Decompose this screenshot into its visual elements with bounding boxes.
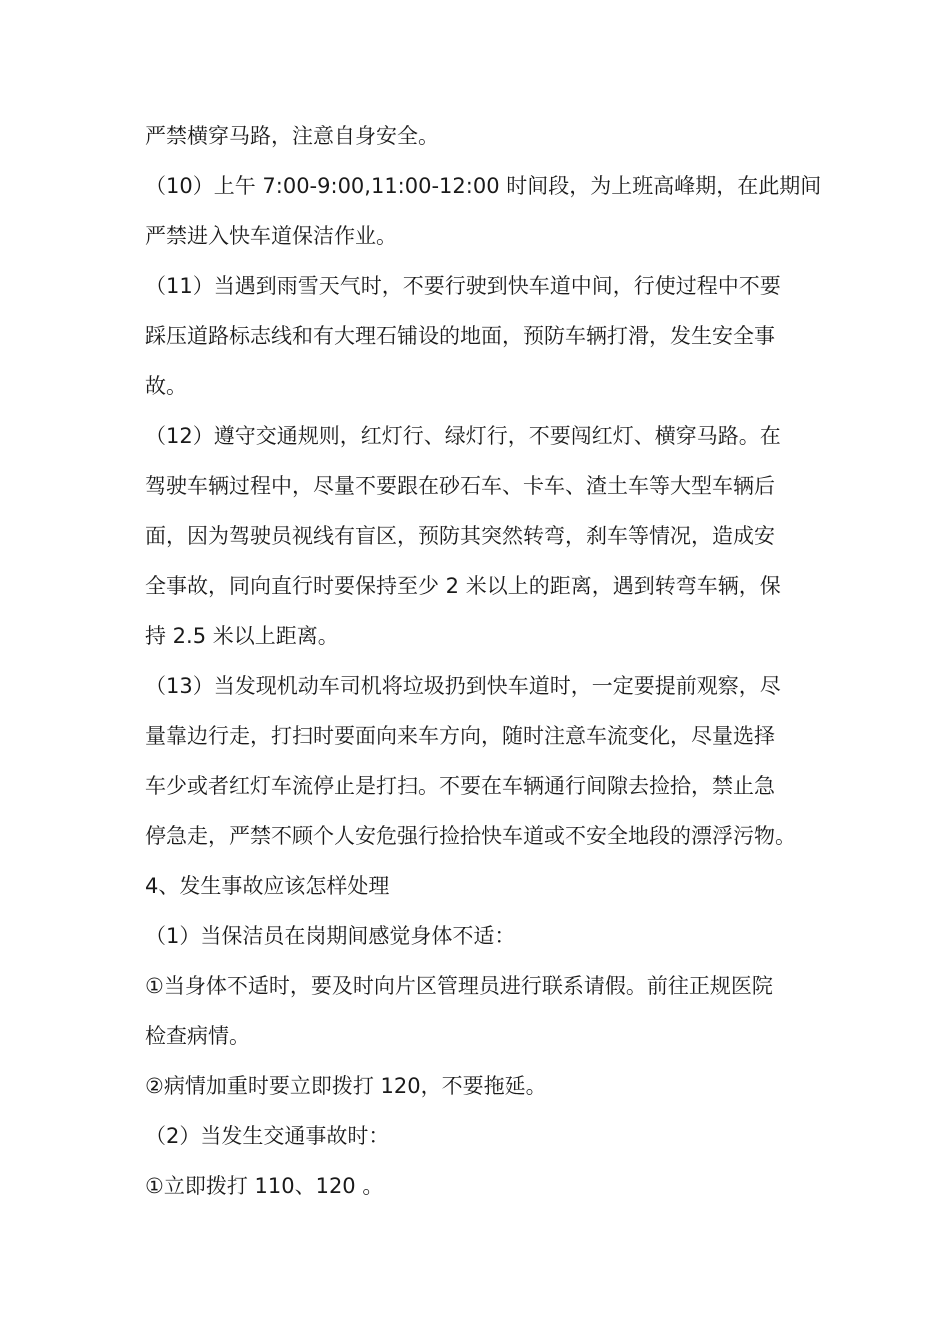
text-line: 量靠边行走，打扫时要面向来车方向，随时注意车流变化，尽量选择 xyxy=(145,724,775,748)
text-line: 停急走，严禁不顾个人安危强行捡拾快车道或不安全地段的漂浮污物。 xyxy=(145,824,796,848)
text-line: ①立即拨打 110、120 。 xyxy=(145,1174,384,1198)
section-heading: 4、发生事故应该怎样处理 xyxy=(145,874,390,898)
text-line: （13）当发现机动车司机将垃圾扔到快车道时，一定要提前观察，尽 xyxy=(145,674,781,698)
text-line: 车少或者红灯车流停止是打扫。不要在车辆通行间隙去捡拾，禁止急 xyxy=(145,774,775,798)
text-line: 驾驶车辆过程中，尽量不要跟在砂石车、卡车、渣土车等大型车辆后 xyxy=(145,474,775,498)
text-line: 故。 xyxy=(145,374,187,398)
text-line: ②病情加重时要立即拨打 120，不要拖延。 xyxy=(145,1074,547,1098)
text-line: （1）当保洁员在岗期间感觉身体不适： xyxy=(145,924,516,948)
text-line: （2）当发生交通事故时： xyxy=(145,1124,390,1148)
text-line: 严禁横穿马路，注意自身安全。 xyxy=(145,124,439,148)
text-line: 持 2.5 米以上距离。 xyxy=(145,624,339,648)
text-line: 严禁进入快车道保洁作业。 xyxy=(145,224,397,248)
text-line: ①当身体不适时，要及时向片区管理员进行联系请假。前往正规医院 xyxy=(145,974,773,998)
text-line: 踩压道路标志线和有大理石铺设的地面，预防车辆打滑，发生安全事 xyxy=(145,324,775,348)
document-body xyxy=(145,111,825,1211)
text-line: （12）遵守交通规则，红灯行、绿灯行，不要闯红灯、横穿马路。在 xyxy=(145,424,781,448)
text-line: 面，因为驾驶员视线有盲区，预防其突然转弯，刹车等情况，造成安 xyxy=(145,524,775,548)
text-line: （10）上午 7:00-9:00,11:00-12:00 时间段，为上班高峰期，在此期间 xyxy=(145,174,822,198)
text-line: 检查病情。 xyxy=(145,1024,250,1048)
text-line: 全事故，同向直行时要保持至少 2 米以上的距离，遇到转弯车辆，保 xyxy=(145,574,781,598)
text-line: （11）当遇到雨雪天气时，不要行驶到快车道中间，行使过程中不要 xyxy=(145,274,781,298)
